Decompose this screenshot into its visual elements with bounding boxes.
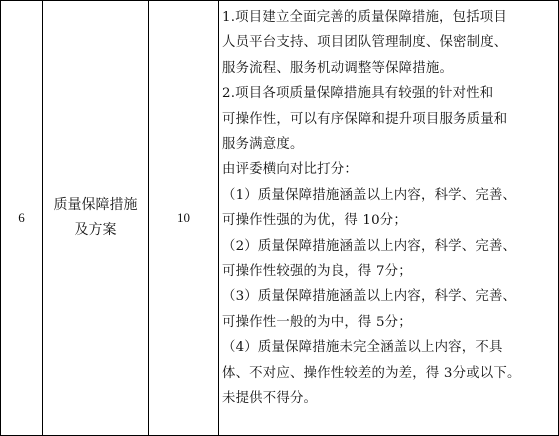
criteria-line: 服务流程、服务机动调整等保障措施。 bbox=[222, 60, 454, 76]
criteria-line: 可操作性较强的为良，得 7分； bbox=[222, 264, 412, 280]
item-name-line: 质量保障措施 bbox=[53, 197, 138, 213]
criteria-line: 2.项目各项质量保障措施具有较强的针对性和 bbox=[222, 86, 494, 102]
criteria-line: （1）质量保障措施涵盖以上内容，科学、完善、 bbox=[222, 187, 517, 203]
criteria-line: 体、不对应、操作性较差的为差，得 3分或以下。 bbox=[222, 365, 521, 381]
criteria-line: 可操作性强的为优，得 10分； bbox=[222, 213, 407, 229]
item-name-line: 及方案 bbox=[74, 222, 117, 238]
item-name-cell bbox=[43, 1, 148, 435]
column-divider-3 bbox=[218, 1, 219, 435]
criteria-line: 未提供不得分。 bbox=[222, 391, 318, 407]
row-index-cell bbox=[1, 1, 42, 435]
score-value: 10 bbox=[177, 210, 190, 225]
criteria-line: 可操作性一般的为中，得 5分； bbox=[222, 314, 412, 330]
criteria-line: （4）质量保障措施未完全涵盖以上内容，不具 bbox=[222, 340, 503, 356]
criteria-line: 人员平台支持、项目团队管理制度、保密制度、 bbox=[222, 35, 508, 51]
criteria-line: （2）质量保障措施涵盖以上内容，科学、完善、 bbox=[222, 238, 517, 254]
criteria-line: 服务满意度。 bbox=[222, 137, 304, 153]
criteria-line: （3）质量保障措施涵盖以上内容，科学、完善、 bbox=[222, 289, 517, 305]
score-cell bbox=[149, 1, 218, 435]
criteria-line: 可操作性，可以有序保障和提升项目服务质量和 bbox=[222, 111, 508, 127]
row-index: 6 bbox=[18, 210, 25, 225]
item-name bbox=[54, 193, 138, 243]
criteria-line: 由评委横向对比打分： bbox=[222, 162, 358, 178]
scoring-criteria bbox=[222, 5, 556, 412]
criteria-line: 1.项目建立全面完善的质量保障措施，包括项目 bbox=[222, 10, 507, 25]
